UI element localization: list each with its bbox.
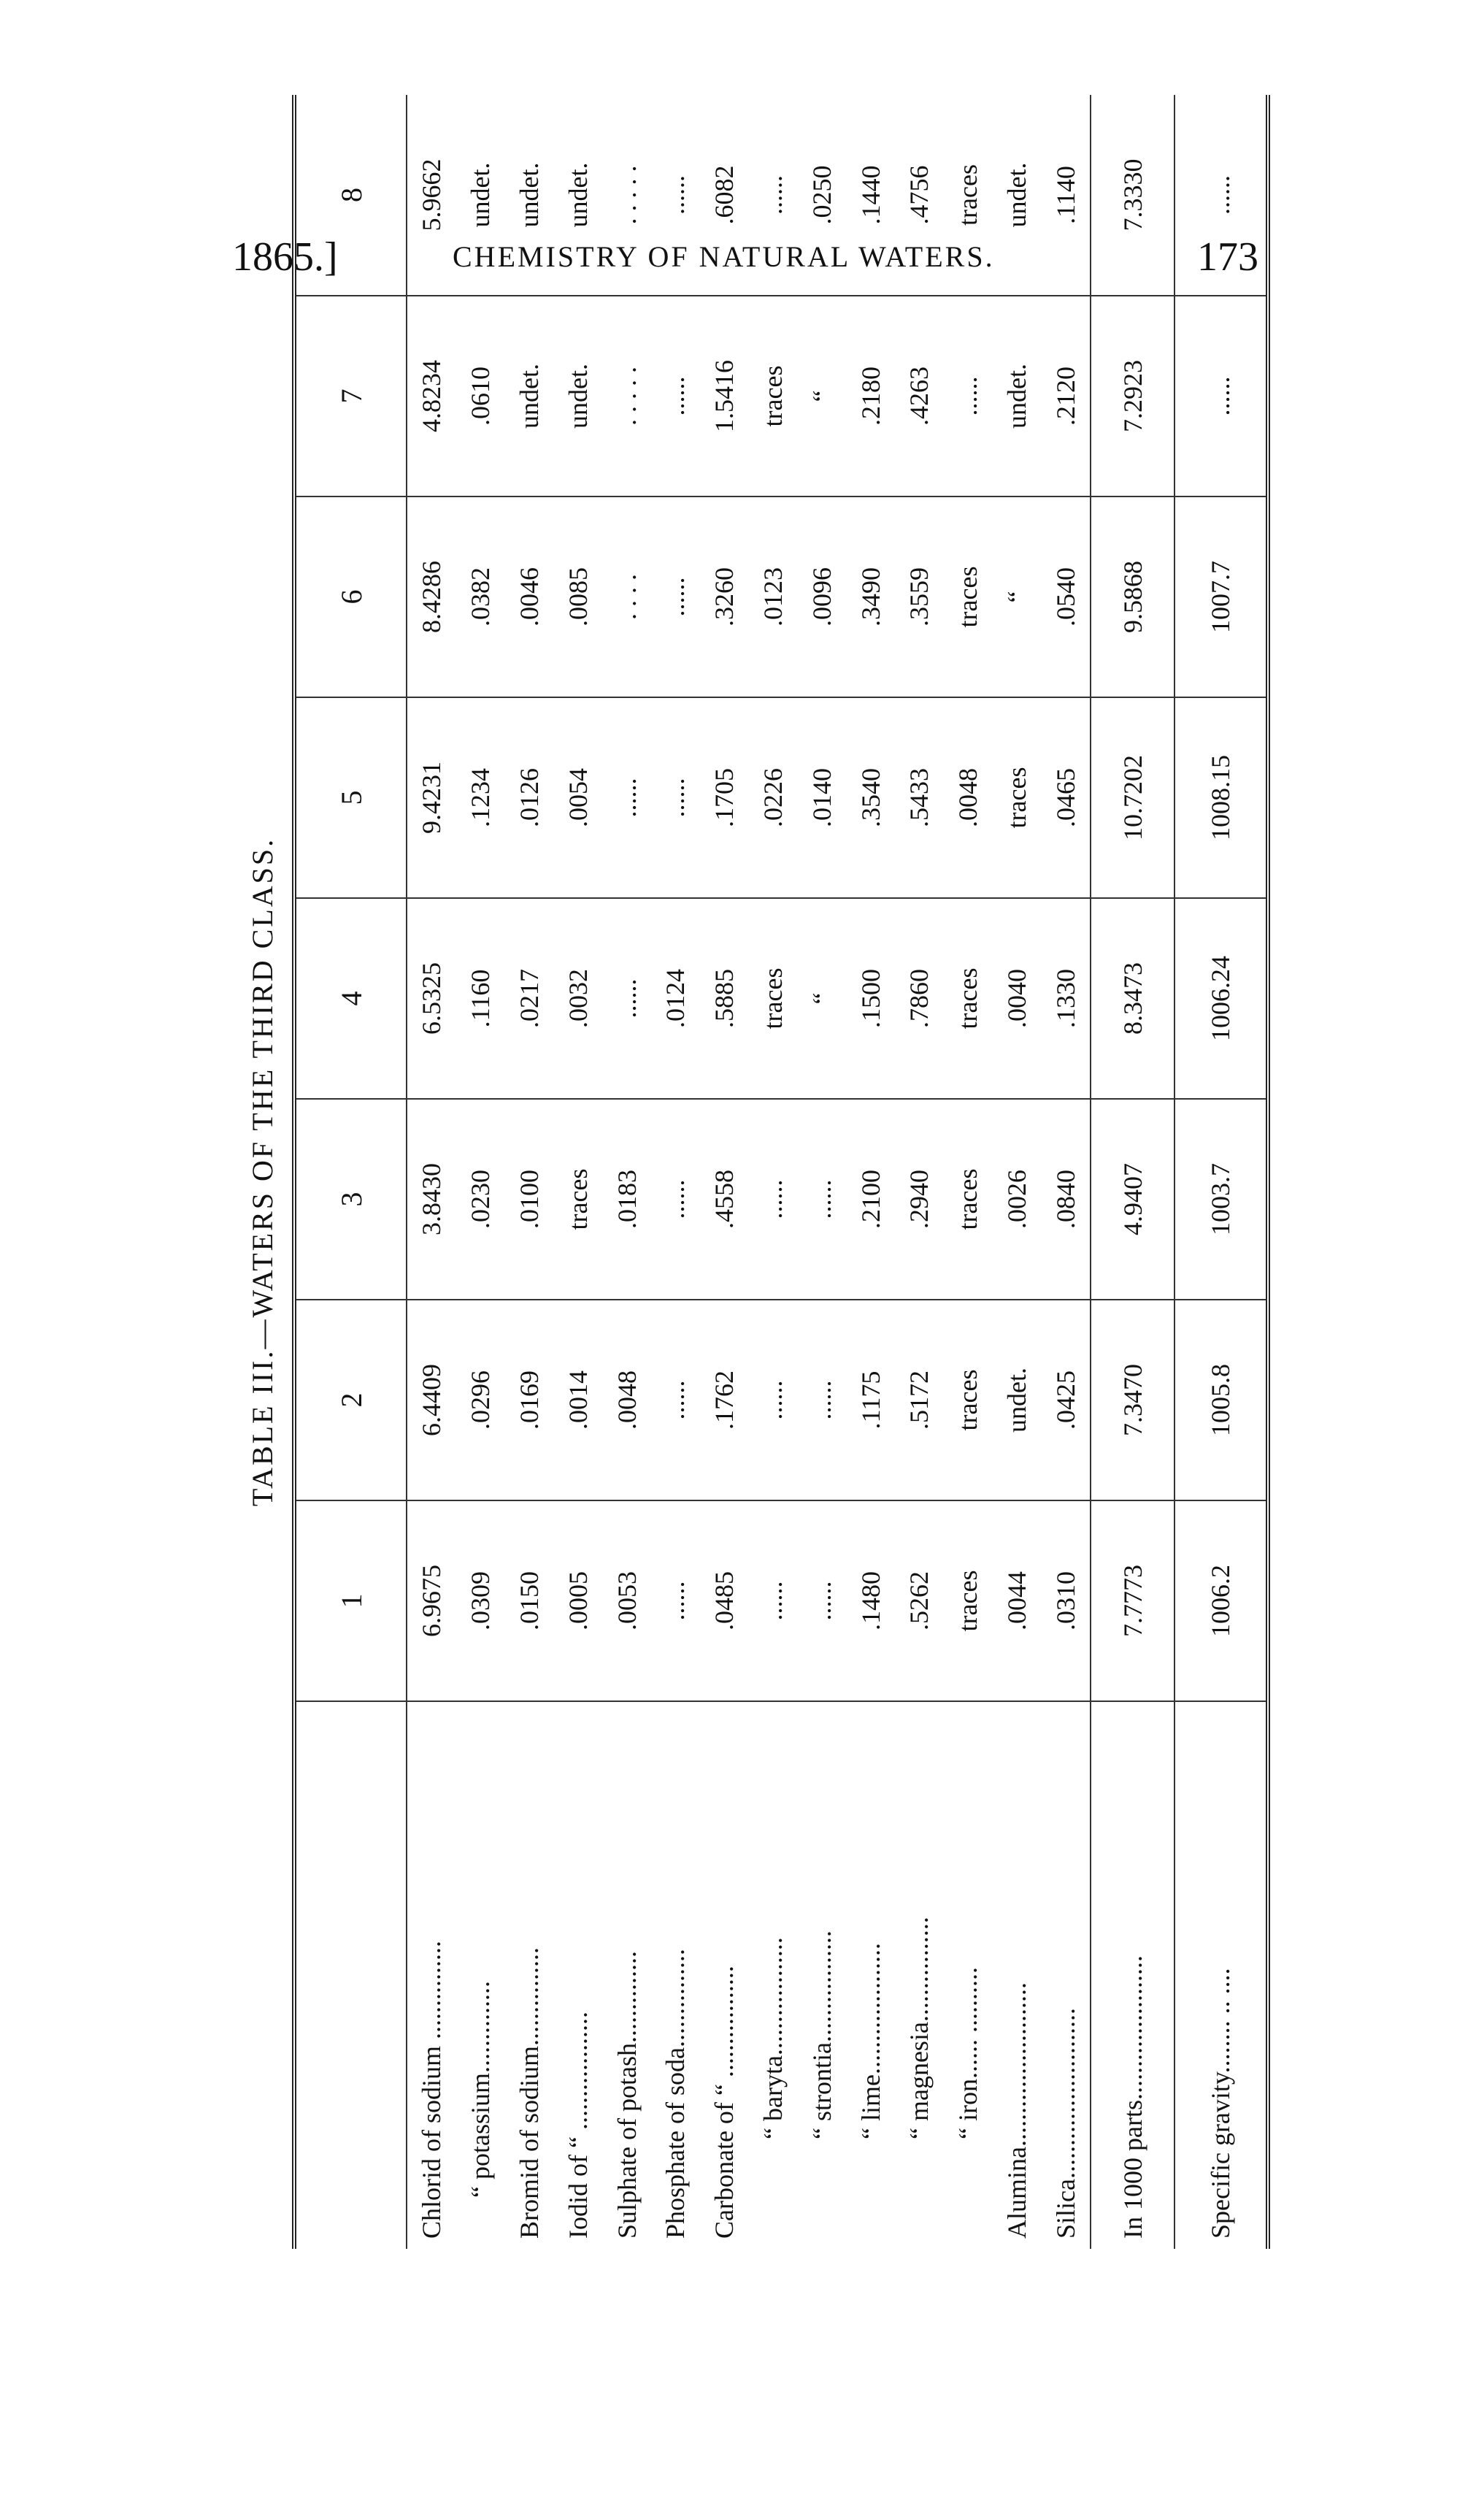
value-cell: .0230 [456,1099,505,1300]
value-cell: .0123 [749,496,798,697]
value-cell: .0309 [456,1500,505,1701]
value-cell: 10.7202 [1091,697,1174,898]
value-cell: .1440 [846,95,895,296]
value-cell: ...... [651,1300,700,1500]
value-cell: .0040 [993,898,1042,1099]
value-cell: ...... [651,1500,700,1701]
value-cell: 4.9407 [1091,1099,1174,1300]
value-cell: .1160 [456,898,505,1099]
value-cell: ...... [651,697,700,898]
row-label: “ magnesia................ [904,1917,934,2139]
value-cell: .0140 [797,697,846,898]
row-label: Specific gravity........ .. .... [1206,1968,1236,2239]
row-label: Sulphate of potash.............. [612,1951,642,2239]
table-row [602,95,651,2249]
value-cell: 1005.8 [1174,1300,1268,1500]
table-row [456,95,505,2249]
value-cell: .0840 [1041,1099,1091,1300]
value-cell: .0096 [797,496,846,697]
value-cell: 6.4409 [407,1300,456,1500]
value-cell: “ [797,296,846,496]
value-cell: undet. [993,95,1042,296]
column-header: 6 [294,496,407,697]
value-cell: .3540 [846,697,895,898]
value-cell: .0085 [553,496,602,697]
value-cell: .2940 [895,1099,944,1300]
value-cell: .4558 [700,1099,749,1300]
value-cell: .1175 [846,1300,895,1500]
value-cell: .3490 [846,496,895,697]
value-cell: traces [993,697,1042,898]
value-cell: 3.8430 [407,1099,456,1300]
value-cell: .5172 [895,1300,944,1500]
value-cell: 4.8234 [407,296,456,496]
value-cell: .2100 [846,1099,895,1300]
column-header: 8 [294,95,407,296]
rotated-table-block [234,95,1270,2249]
table-row [700,95,749,2249]
value-cell: 9.4231 [407,697,456,898]
value-cell: .0610 [456,296,505,496]
specific-gravity-row [1174,95,1268,2249]
row-label: Phosphate of soda............... [661,1949,691,2239]
value-cell: .1762 [700,1300,749,1500]
value-cell: .0382 [456,496,505,697]
value-cell: 1003.7 [1174,1099,1268,1300]
value-cell: .0226 [749,697,798,898]
value-cell: .1480 [846,1500,895,1701]
table-caption: TABLE III.—WATERS OF THE THIRD CLASS. [246,837,279,1507]
value-cell: 7.7773 [1091,1500,1174,1701]
value-cell: traces [944,1300,993,1500]
value-cell: .0126 [505,697,554,898]
column-header: 4 [294,898,407,1099]
value-cell: traces [944,898,993,1099]
column-header: 7 [294,296,407,496]
column-header: 2 [294,1300,407,1500]
header-year: 1865.] [232,234,338,280]
value-cell: ...... [651,496,700,697]
value-cell: .0005 [553,1500,602,1701]
value-cell: undet. [553,95,602,296]
table-row [1041,95,1091,2249]
row-label: Bromid of sodium............... [515,1947,545,2239]
value-cell: .2180 [846,296,895,496]
value-cell: undet. [993,296,1042,496]
column-header-row [294,95,407,2249]
value-cell: ...... [651,95,700,296]
table-row [407,95,456,2249]
page-number: 173 [1197,234,1258,280]
row-label: Chlorid of sodium ............... [417,1940,447,2239]
value-cell: ...... [749,1099,798,1300]
value-cell: .0053 [602,1500,651,1701]
table-row [846,95,895,2249]
table-row [797,95,846,2249]
value-cell: .1705 [700,697,749,898]
row-label: “ baryta.................. [758,1937,788,2139]
value-cell: .3260 [700,496,749,697]
table-row [944,95,993,2249]
value-cell: .0150 [505,1500,554,1701]
table-row [895,95,944,2249]
value-cell: undet. [505,296,554,496]
table-row [505,95,554,2249]
value-cell: 1006.24 [1174,898,1268,1099]
value-cell: .0048 [602,1300,651,1500]
value-cell: 5.9662 [407,95,456,296]
table-row [993,95,1042,2249]
row-label: Silica.......................... [1050,2008,1080,2239]
value-cell: 1006.2 [1174,1500,1268,1701]
value-cell: .1330 [1041,898,1091,1099]
value-cell: ...... [1174,296,1268,496]
value-cell: 8.3473 [1091,898,1174,1099]
value-cell: 7.2923 [1091,296,1174,496]
value-cell: 1.5416 [700,296,749,496]
value-cell: ...... [797,1300,846,1500]
value-cell: .4756 [895,95,944,296]
value-cell: .1500 [846,898,895,1099]
value-cell: ...... [797,1500,846,1701]
value-cell: traces [944,1500,993,1701]
value-cell: .0169 [505,1300,554,1500]
value-cell: .0296 [456,1300,505,1500]
value-cell: . . . . . [602,95,651,296]
value-cell: traces [944,1099,993,1300]
row-label: In 1000 parts...................... [1091,1701,1174,2249]
value-cell: ...... [749,1300,798,1500]
value-cell: .5433 [895,697,944,898]
value-cell: .0485 [700,1500,749,1701]
value-cell: .3559 [895,496,944,697]
table-row [553,95,602,2249]
value-cell: ...... [602,898,651,1099]
value-cell: .1140 [1041,95,1091,296]
value-cell: traces [553,1099,602,1300]
row-label: Alumina......................... [1001,1982,1031,2239]
value-cell: ...... [1174,95,1268,296]
value-cell: .6082 [700,95,749,296]
value-cell: 9.5868 [1091,496,1174,697]
value-cell: .0026 [993,1099,1042,1300]
value-cell: .4263 [895,296,944,496]
row-label: “ iron...... .......... [953,1967,983,2139]
value-cell: .0217 [505,898,554,1099]
row-label: “ lime.................... [856,1943,885,2139]
value-cell: .0124 [651,898,700,1099]
value-cell: ...... [602,697,651,898]
column-header: 5 [294,697,407,898]
value-cell: 8.4286 [407,496,456,697]
value-cell: traces [944,496,993,697]
running-title: CHEMISTRY OF NATURAL WATERS. [453,240,995,273]
row-label: “ potassium.............. [466,1981,496,2198]
value-cell: .0425 [1041,1300,1091,1500]
value-cell: “ [993,496,1042,697]
value-cell: 1007.7 [1174,496,1268,697]
value-cell: .2120 [1041,296,1091,496]
value-cell: .0100 [505,1099,554,1300]
corner-cell [294,1701,407,2249]
value-cell: .0048 [944,697,993,898]
value-cell: traces [749,898,798,1099]
value-cell: .0044 [993,1500,1042,1701]
value-cell: undet. [993,1300,1042,1500]
value-cell: . . . . [602,496,651,697]
data-table [292,95,1270,2249]
value-cell: “ [797,898,846,1099]
value-cell: ...... [651,296,700,496]
value-cell: 6.5325 [407,898,456,1099]
value-cell: 6.9675 [407,1500,456,1701]
table-body [407,95,1268,2249]
value-cell: ...... [797,1099,846,1300]
column-header: 3 [294,1099,407,1300]
value-cell: undet. [505,95,554,296]
column-header: 1 [294,1500,407,1701]
value-cell: traces [749,296,798,496]
value-cell: ...... [749,1500,798,1701]
value-cell: .0250 [797,95,846,296]
value-cell: .0183 [602,1099,651,1300]
value-cell: .0054 [553,697,602,898]
row-label: Carbonate of “ ................. [710,1966,739,2239]
value-cell: 7.3470 [1091,1300,1174,1500]
table-row [749,95,798,2249]
value-cell: undet. [456,95,505,296]
row-label: “ strontia................. [807,1931,837,2139]
value-cell: traces [944,95,993,296]
value-cell: ...... [944,296,993,496]
value-cell: .0465 [1041,697,1091,898]
value-cell: .0310 [1041,1500,1091,1701]
value-cell: 1008.15 [1174,697,1268,898]
value-cell: .5885 [700,898,749,1099]
total-row [1091,95,1174,2249]
value-cell: .0046 [505,496,554,697]
value-cell: .0032 [553,898,602,1099]
value-cell: .0014 [553,1300,602,1500]
value-cell: undet. [553,296,602,496]
value-cell: ...... [651,1099,700,1300]
value-cell: .1234 [456,697,505,898]
value-cell: . . . . . [602,296,651,496]
value-cell: .0540 [1041,496,1091,697]
value-cell: .5262 [895,1500,944,1701]
table-row [651,95,700,2249]
value-cell: ...... [749,95,798,296]
value-cell: .7860 [895,898,944,1099]
value-cell: 7.3330 [1091,95,1174,296]
row-label: Iodid of “ .................. [563,2012,593,2239]
